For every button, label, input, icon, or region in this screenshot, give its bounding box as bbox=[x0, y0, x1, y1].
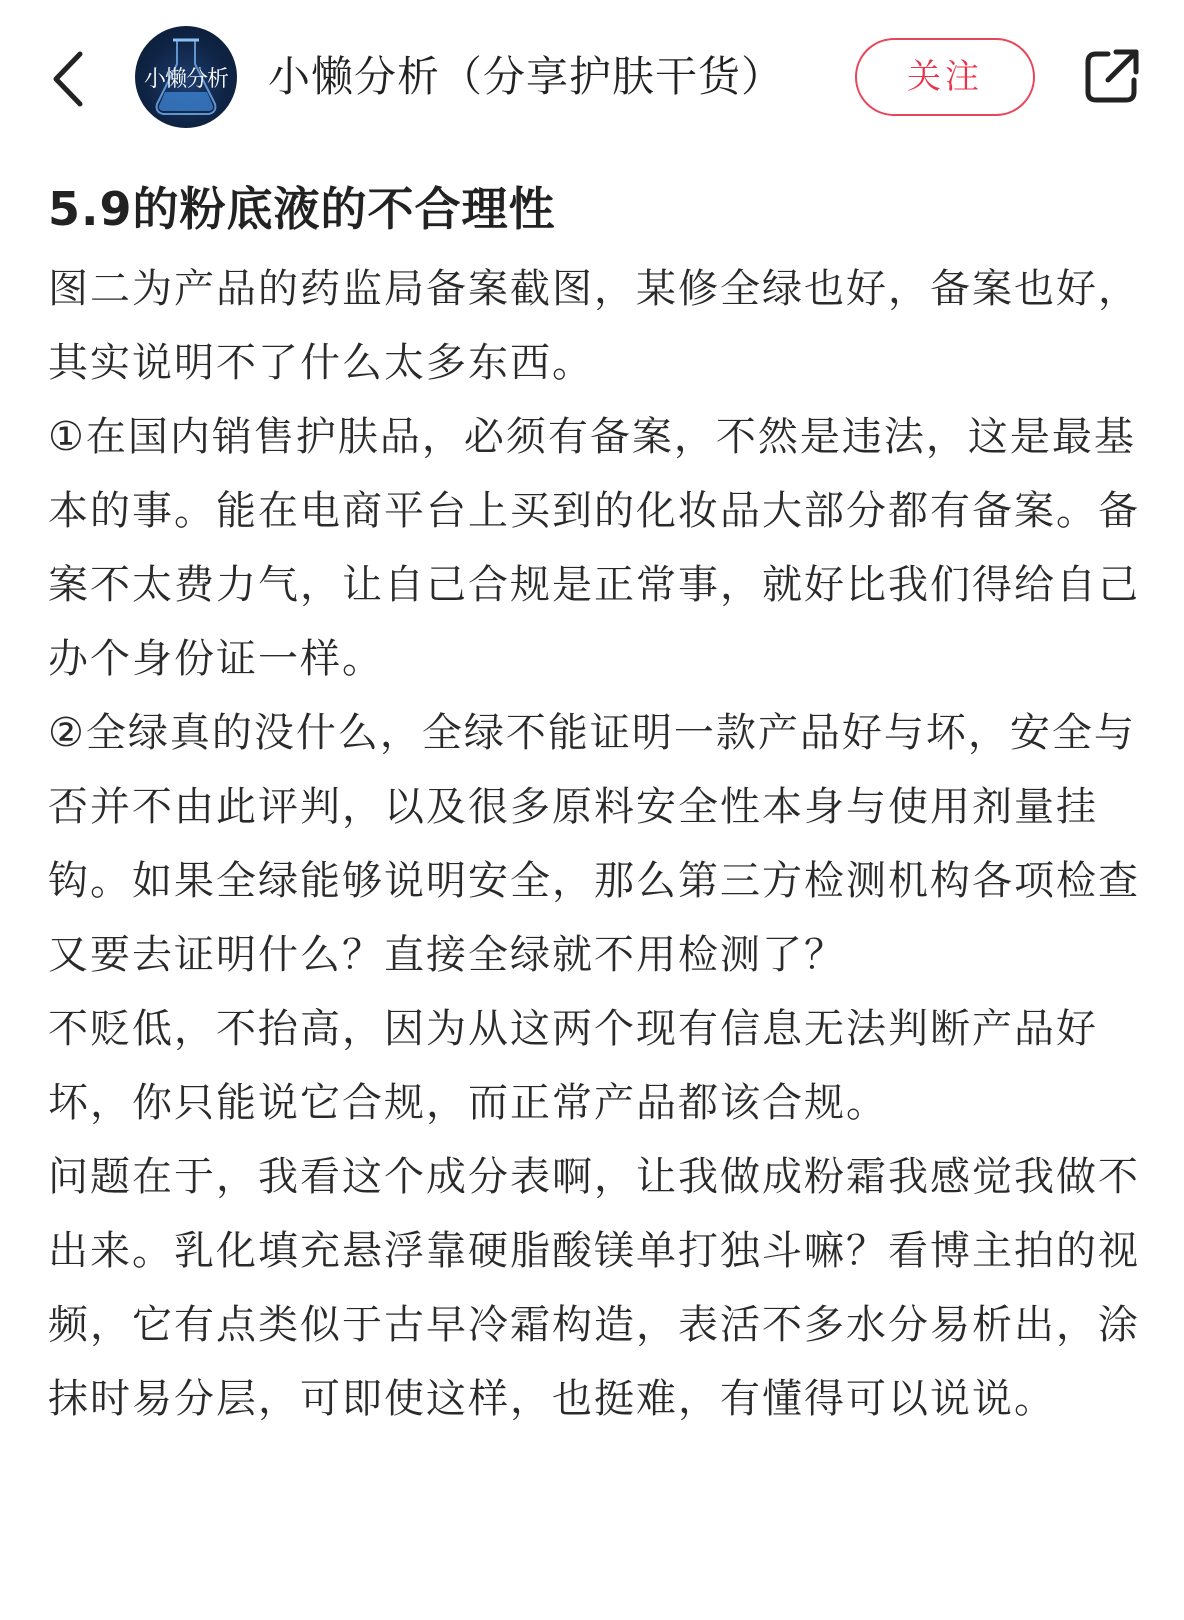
account-name[interactable]: 小懒分析（分享护肤干货） bbox=[268, 52, 785, 101]
post-paragraph: ②全绿真的没什么，全绿不能证明一款产品好与坏，安全与否并不由此评判，以及很多原料安全性本身与使用剂量挂钩。如果全绿能够说明安全，那么第三方检测机构各项检查又要去证明什么？直接全绿就不用检测了？ bbox=[48, 710, 1140, 978]
chevron-left-icon bbox=[46, 48, 90, 110]
post-title: 5.9的粉底液的不合理性 bbox=[48, 182, 556, 236]
share-external-icon bbox=[1082, 46, 1142, 106]
post-paragraph: ①在国内销售护肤品，必须有备案，不然是违法，这是最基本的事。能在电商平台上买到的化妆品大部分都有备案。备案不太费力气，让自己合规是正常事，就好比我们得给自己办个身份证一样。 bbox=[48, 414, 1140, 682]
follow-button[interactable]: 关注 bbox=[855, 38, 1035, 116]
share-button[interactable] bbox=[1082, 46, 1142, 106]
avatar-text: 小懒分析 bbox=[143, 67, 228, 92]
post-body bbox=[48, 252, 1148, 1436]
post-paragraph: 不贬低，不抬高，因为从这两个现有信息无法判断产品好坏，你只能说它合规，而正常产品都该合规。 bbox=[48, 1006, 1098, 1126]
top-bar bbox=[0, 0, 1184, 150]
post-content bbox=[48, 178, 1148, 1436]
avatar[interactable] bbox=[135, 26, 237, 128]
post-paragraph: 图二为产品的药监局备案截图，某修全绿也好，备案也好，其实说明不了什么太多东西。 bbox=[48, 266, 1140, 386]
post-paragraph: 问题在于，我看这个成分表啊，让我做成粉霜我感觉我做不出来。乳化填充悬浮靠硬脂酸镁单打独斗嘛？看博主拍的视频，它有点类似于古早冷霜构造，表活不多水分易析出，涂抹时易分层，可即使这样，也挺难，有懂得可以说说。 bbox=[48, 1154, 1140, 1422]
back-button[interactable] bbox=[46, 48, 90, 110]
